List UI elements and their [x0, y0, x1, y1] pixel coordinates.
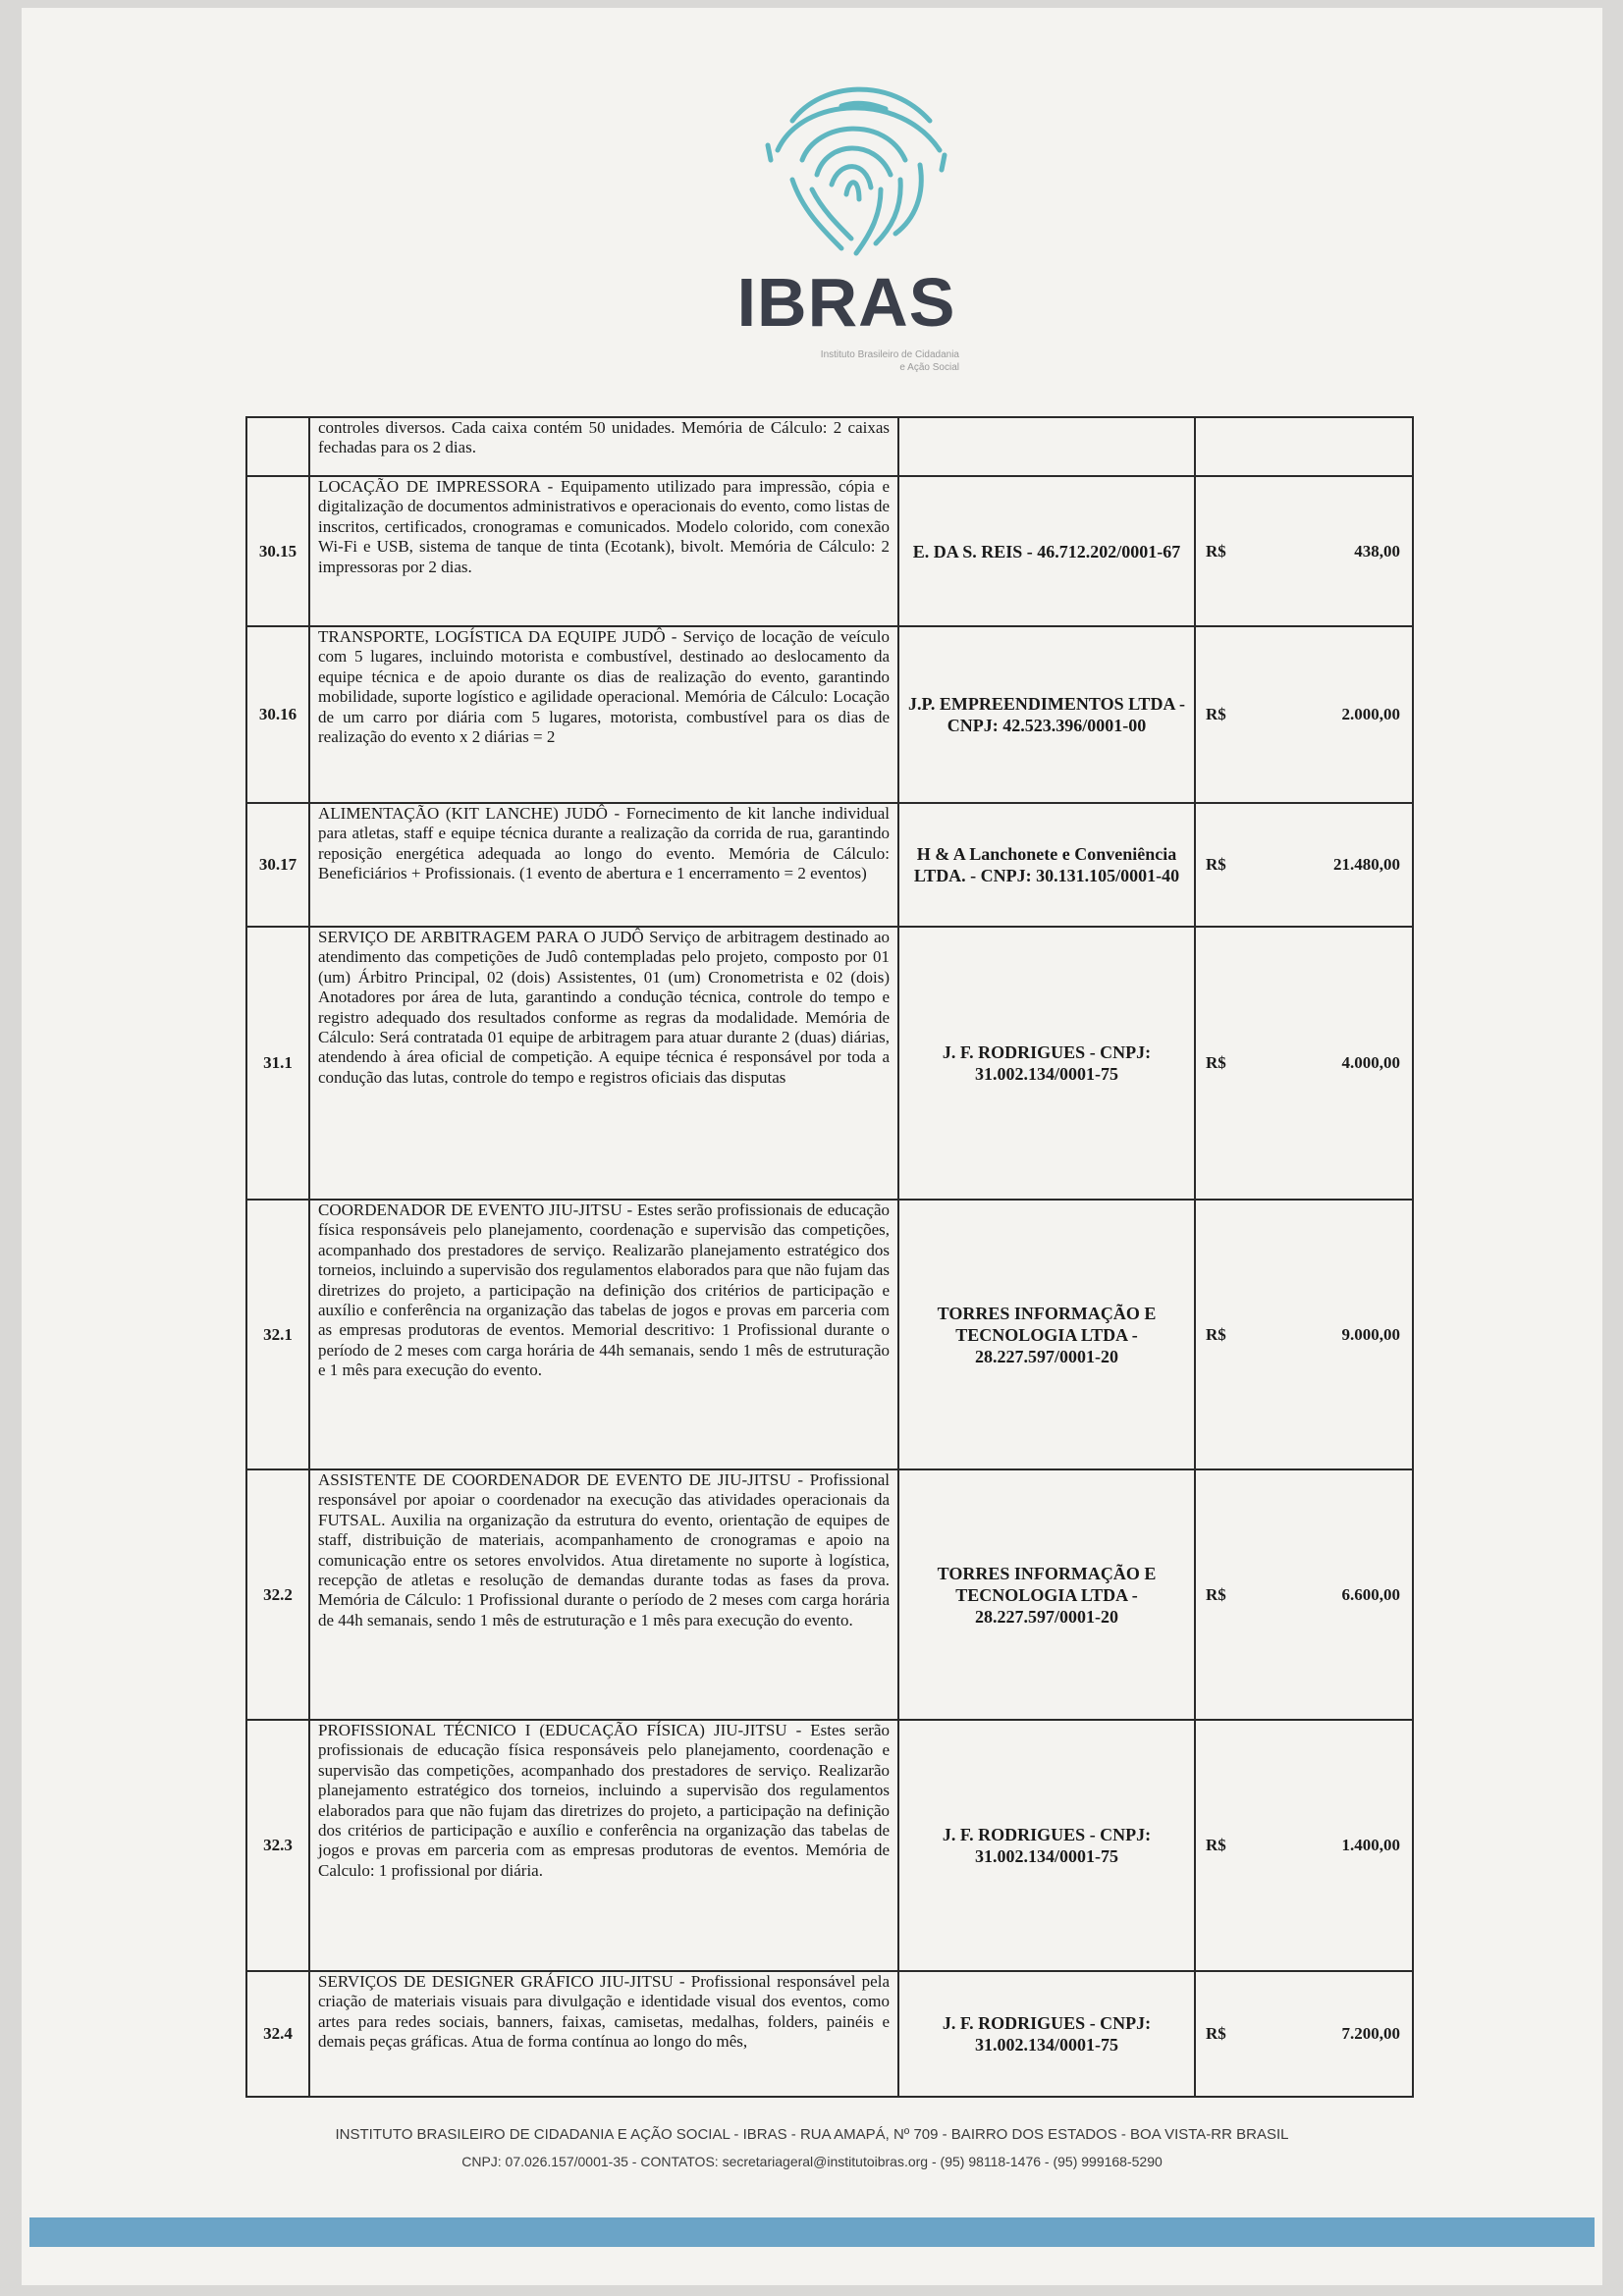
item-currency: R$: [1206, 1053, 1226, 1072]
item-value: 9.000,00: [1341, 1324, 1400, 1344]
item-number: 30.17: [246, 803, 309, 927]
table-row: [246, 927, 1413, 1200]
fingerprint-map-icon: [733, 62, 969, 268]
table-row: [246, 476, 1413, 626]
item-value-cell: [1195, 1720, 1413, 1971]
item-supplier: J. F. RODRIGUES - CNPJ: 31.002.134/0001-75: [898, 927, 1195, 1200]
table-row: [246, 1200, 1413, 1469]
table-row: [246, 1720, 1413, 1971]
item-value: 7.200,00: [1341, 2024, 1400, 2043]
logo-subtitle-line1: Instituto Brasileiro de Cidadania: [820, 349, 959, 360]
item-value-cell: [1195, 626, 1413, 803]
item-currency: R$: [1206, 855, 1226, 874]
item-currency: R$: [1206, 1836, 1226, 1854]
table-row: [246, 1971, 1413, 2097]
logo-subtitle: [753, 348, 959, 374]
item-supplier: E. DA S. REIS - 46.712.202/0001-67: [898, 476, 1195, 626]
logo-wordmark: IBRAS: [736, 264, 956, 341]
footer-color-bar: [29, 2217, 1595, 2247]
item-value-cell: [1195, 927, 1413, 1200]
table-row: [246, 1469, 1413, 1720]
item-supplier: J. F. RODRIGUES - CNPJ: 31.002.134/0001-75: [898, 1971, 1195, 2097]
document-page: [22, 8, 1602, 2285]
item-supplier: H & A Lanchonete e Conveniência LTDA. - CNPJ: 30.131.105/0001-40: [898, 803, 1195, 927]
item-number: 31.1: [246, 927, 309, 1200]
item-value-cell: [1195, 1200, 1413, 1469]
item-value: 2.000,00: [1341, 705, 1400, 723]
item-description: ASSISTENTE DE COORDENADOR DE EVENTO DE JIU-JITSU - Profissional responsável por apoiar o coordenador na execução das atividades operacionais da FUTSAL. Auxilia na organização da estrutura do evento, orientação de equipes de staff, distribuição de materiais, acompanhamento de cronogramas e apoio na comunicação entre os setores envolvidos. Atua diretamente no suporte à logística, recepção de atletas e resolução de demandas durante todas as fases da prova. Memória de Cálculo: 1 Profissional durante o período de 2 meses com carga horária de 44h semanais, sendo 1 mês de estruturação e 1 mês para execução do evento.: [309, 1469, 898, 1720]
item-value: 438,00: [1354, 541, 1400, 561]
footer-contacts: CNPJ: 07.026.157/0001-35 - CONTATOS: secretariageral@institutoibras.org - (95) 98118-1476 - (95) 999168-5290: [461, 2154, 1163, 2169]
item-number: 32.3: [246, 1720, 309, 1971]
item-supplier: J.P. EMPREENDIMENTOS LTDA - CNPJ: 42.523.396/0001-00: [898, 626, 1195, 803]
item-description: controles diversos. Cada caixa contém 50 unidades. Memória de Cálculo: 2 caixas fechadas para os 2 dias.: [309, 417, 898, 476]
item-number: 32.2: [246, 1469, 309, 1720]
item-value-cell: [1195, 1469, 1413, 1720]
item-currency: R$: [1206, 541, 1226, 561]
item-supplier: [898, 417, 1195, 476]
ibras-logo: [714, 62, 989, 410]
item-description: PROFISSIONAL TÉCNICO I (EDUCAÇÃO FÍSICA) JIU-JITSU - Estes serão profissionais de educação física responsáveis pelo planejamento, coordenação e supervisão das competições, acompanhado dos prestadores de serviço. Realizarão planejamento estratégico dos torneios, incluindo a supervisão dos regulamentos elaborados para que não fujam das diretrizes do projeto, a participação na definição dos critérios de participação e auxílio e conferência na organização das tabelas de jogos e provas em parceria com as empresas produtoras de eventos. Memória de Calculo: 1 profissional por diária.: [309, 1720, 898, 1971]
item-description: TRANSPORTE, LOGÍSTICA DA EQUIPE JUDÔ - Serviço de locação de veículo com 5 lugares, incluindo motorista e combustível, destinado ao deslocamento da equipe técnica e de apoio durante os dias de realização do evento, garantindo mobilidade, suporte logístico e agilidade operacional. Memória de Cálculo: Locação de um carro por diária com 5 lugares, motorista, combustível para os dias de realização do evento x 2 diárias = 2: [309, 626, 898, 803]
item-number: 32.4: [246, 1971, 309, 2097]
item-supplier: TORRES INFORMAÇÃO E TECNOLOGIA LTDA - 28.227.597/0001-20: [898, 1469, 1195, 1720]
item-description: COORDENADOR DE EVENTO JIU-JITSU - Estes serão profissionais de educação física responsáveis pelo planejamento, coordenação e supervisão das competições, acompanhado dos prestadores de serviço. Realizarão planejamento estratégico dos torneios, incluindo a supervisão dos regulamentos elaborados para que não fujam das diretrizes do projeto, a participação na definição dos critérios de participação e auxílio e conferência na organização das tabelas de jogos e provas em parceria com as empresas produtoras de eventos. Memorial descritivo: 1 Profissional durante o período de 2 meses com carga horária de 44h semanais, sendo 1 mês de estruturação e 1 mês para execução do evento.: [309, 1200, 898, 1469]
table-row: [246, 803, 1413, 927]
item-value: 1.400,00: [1341, 1836, 1400, 1854]
item-value: 6.600,00: [1341, 1584, 1400, 1604]
item-value: 4.000,00: [1341, 1053, 1400, 1072]
item-currency: R$: [1206, 1324, 1226, 1344]
item-number: 30.16: [246, 626, 309, 803]
item-description: ALIMENTAÇÃO (KIT LANCHE) JUDÔ - Fornecimento de kit lanche individual para atletas, staff e equipe técnica durante a realização da corrida de rua, garantindo reposição energética adequada ao longo do evento. Memória de Cálculo: Beneficiários + Profissionais. (1 evento de abertura e 1 encerramento = 2 eventos): [309, 803, 898, 927]
item-currency: R$: [1206, 705, 1226, 723]
item-supplier: TORRES INFORMAÇÃO E TECNOLOGIA LTDA - 28.227.597/0001-20: [898, 1200, 1195, 1469]
table-row: [246, 417, 1413, 476]
item-currency: R$: [1206, 2024, 1226, 2043]
logo-subtitle-line2: e Ação Social: [899, 362, 959, 373]
item-description: LOCAÇÃO DE IMPRESSORA - Equipamento utilizado para impressão, cópia e digitalização de documentos administrativos e operacionais do evento, como listas de inscritos, certificados, cronogramas e comunicados. Modelo colorido, com conexão Wi-Fi e USB, sistema de tanque de tinta (Ecotank), bivolt. Memória de Cálculo: 2 impressoras por 2 dias.: [309, 476, 898, 626]
item-description: SERVIÇO DE ARBITRAGEM PARA O JUDÔ Serviço de arbitragem destinado ao atendimento das competições de Judô contempladas pelo projeto, composto por 01 (um) Árbitro Principal, 02 (dois) Assistentes, 01 (um) Cronometrista e 02 (dois) Anotadores por área de luta, garantindo a condução técnica, controle do tempo e registro adequado dos resultados conforme as regras da modalidade. Memória de Cálculo: Será contratada 01 equipe de arbitragem para atuar durante 2 (duas) diárias, atendendo à área oficial de competição. A equipe técnica é responsável por toda a condução das lutas, controle do tempo e registros oficiais das disputas: [309, 927, 898, 1200]
item-currency: R$: [1206, 1584, 1226, 1604]
budget-table: [245, 416, 1414, 2098]
item-value-cell: [1195, 476, 1413, 626]
item-number: 30.15: [246, 476, 309, 626]
item-value: 21.480,00: [1333, 855, 1400, 874]
table-row: [246, 626, 1413, 803]
item-number: 32.1: [246, 1200, 309, 1469]
item-number: [246, 417, 309, 476]
footer-address: INSTITUTO BRASILEIRO DE CIDADANIA E AÇÃO SOCIAL - IBRAS - RUA AMAPÁ, Nº 709 - BAIRRO DOS ESTADOS - BOA VISTA-RR BRASIL: [335, 2126, 1289, 2143]
item-description: SERVIÇOS DE DESIGNER GRÁFICO JIU-JITSU - Profissional responsável pela criação de materiais visuais para divulgação e identidade visual dos eventos, como artes para redes sociais, banners, faixas, camisetas, medalhas, folders, painéis e demais peças gráficas. Atua de forma contínua ao longo do mês,: [309, 1971, 898, 2097]
item-value-cell: [1195, 803, 1413, 927]
item-supplier: J. F. RODRIGUES - CNPJ: 31.002.134/0001-75: [898, 1720, 1195, 1971]
item-value-cell: [1195, 417, 1413, 476]
item-value-cell: [1195, 1971, 1413, 2097]
